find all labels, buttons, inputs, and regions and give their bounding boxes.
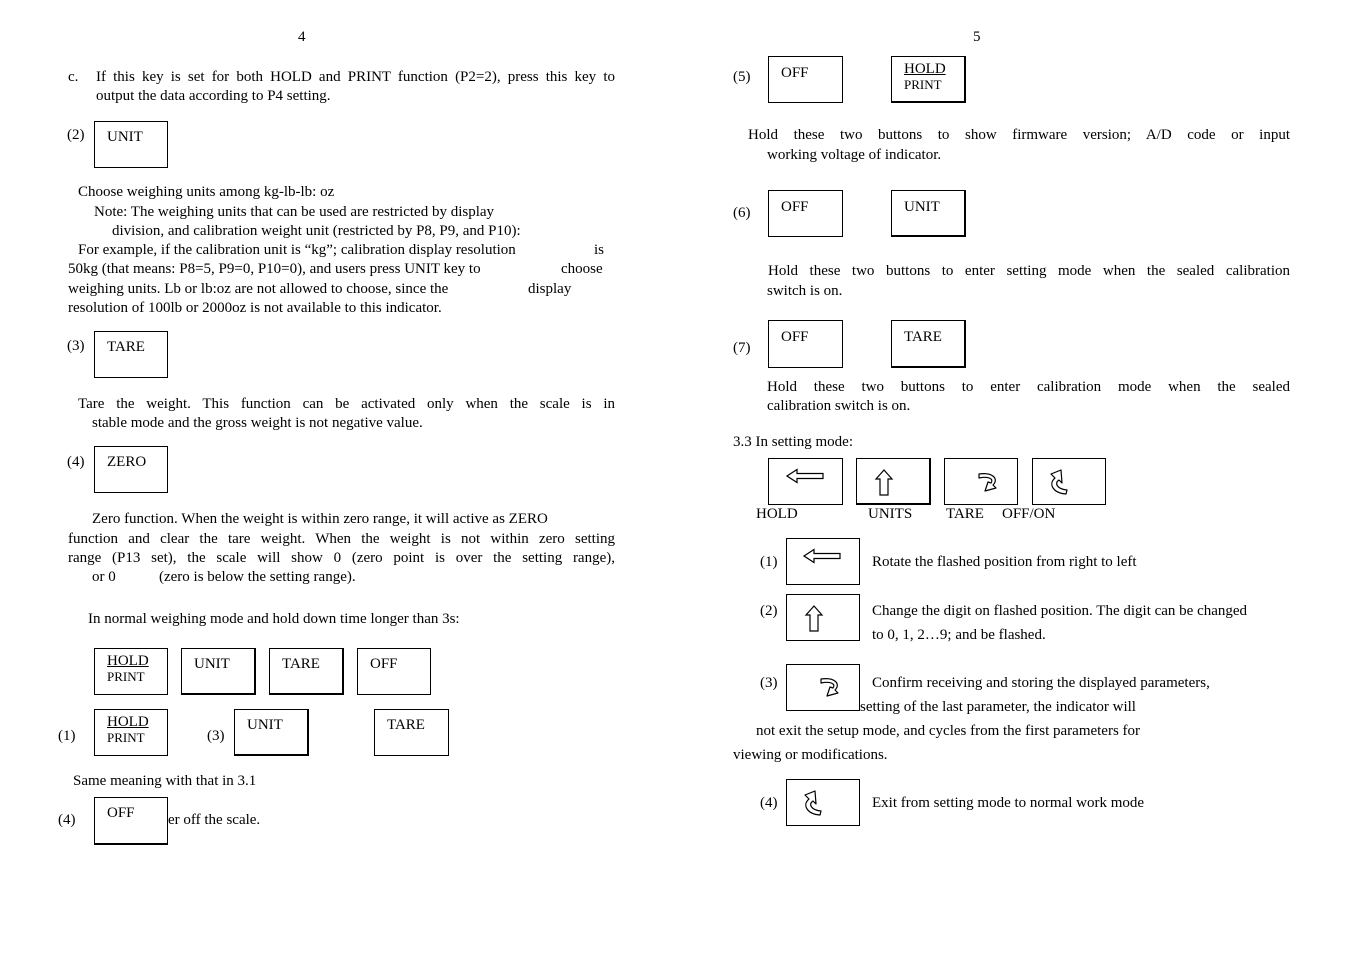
zero-text-line1: Zero function. When the weight is within zero range, it will active as ZERO [92, 511, 548, 527]
setting-label-offon: OFF/ON [1002, 506, 1056, 522]
setting-item-4-key [786, 779, 860, 826]
combo6-off-key [768, 190, 843, 237]
setting-item-2-key [786, 594, 860, 641]
unit-example-line2b: choose [561, 261, 603, 277]
zero-text-line4b: (zero is below the setting range). [159, 569, 356, 585]
curved-exit-icon [801, 789, 827, 819]
combo7-text-line1: Hold these two buttons to enter calibration mode when the sealed [767, 379, 1290, 395]
setting-item-1-key [786, 538, 860, 585]
combo7-number: (7) [733, 340, 751, 356]
combo5-text-line2: working voltage of indicator. [767, 147, 942, 163]
setting-label-units: UNITS [868, 506, 913, 522]
off-key-row [357, 648, 431, 695]
setting-item-2-text-line1: Change the digit on flashed position. The digit can be changed [872, 603, 1248, 619]
zero-text-line3: range (P13 set), the scale will show 0 (zero point is over the setting range), [68, 550, 615, 566]
tare-text-line2: stable mode and the gross weight is not negative value. [92, 415, 423, 431]
setting-exit-key [1032, 458, 1106, 505]
curved-return-icon [975, 470, 1001, 498]
same-meaning-text: Same meaning with that in 3.1 [73, 773, 257, 789]
combo5-off-key [768, 56, 843, 103]
unit-key-2 [234, 709, 309, 756]
unit-key-row-label: UNIT [194, 656, 230, 672]
combo6-text-line2: switch is on. [767, 283, 843, 299]
unit-example-line4: resolution of 100lb or 2000oz is not available to this indicator. [68, 300, 442, 316]
unit-note-line2: division, and calibration weight unit (restricted by P8, P9, and P10): [112, 223, 521, 239]
setting-mode-heading: 3.3 In setting mode: [733, 434, 853, 450]
setting-label-hold: HOLD [756, 506, 798, 522]
print-label: PRINT [107, 669, 145, 684]
combo6-unit-key [891, 190, 966, 237]
zero-key [94, 446, 168, 493]
setting-label-tare: TARE [946, 506, 984, 522]
combo7-tare-label: TARE [904, 329, 942, 345]
tare-key-2 [374, 709, 449, 756]
up-arrow-icon [803, 605, 825, 633]
combo5-off-label: OFF [781, 65, 809, 81]
item-c-line2: output the data according to P4 setting. [96, 88, 331, 104]
unit-example-line3b: display [528, 281, 572, 297]
curved-exit-icon [1047, 468, 1073, 498]
setting-item-1-number: (1) [760, 554, 778, 570]
unit-key [94, 121, 168, 168]
print-label-2: PRINT [107, 730, 145, 745]
setting-item-3-text-line4: viewing or modifications. [733, 747, 888, 763]
zero-text-line4a: or 0 [92, 569, 116, 585]
item-c-marker: c. [68, 69, 79, 85]
tare-key [94, 331, 168, 378]
setting-item-3-text-line3: not exit the setup mode, and cycles from the first parameters for [756, 723, 1141, 739]
normal-mode-number-3: (3) [207, 728, 225, 744]
off-key-2-label: OFF [107, 805, 135, 821]
combo7-off-label: OFF [781, 329, 809, 345]
unit-example-line1a: For example, if the calibration unit is “kg”; calibration display resolution [78, 242, 516, 258]
item-c-line1: If this key is set for both HOLD and PRINT function (P2=2), press this key to [96, 69, 615, 85]
page-number-left: 4 [298, 29, 306, 45]
hold-label-2: HOLD [107, 714, 149, 730]
hold-print-key-2 [94, 709, 168, 756]
combo5-print-label: PRINT [904, 77, 942, 92]
left-arrow-icon [803, 548, 843, 564]
zero-text-line2: function and clear the tare weight. When the weight is not within zero setting [68, 531, 615, 547]
combo6-unit-label: UNIT [904, 199, 940, 215]
tare-key-label: TARE [107, 339, 145, 355]
zero-section-number: (4) [67, 454, 85, 470]
setting-item-4-text: Exit from setting mode to normal work mode [872, 795, 1145, 811]
unit-note-line1: Note: The weighing units that can be used are restricted by display [94, 204, 495, 220]
normal-mode-number-1: (1) [58, 728, 76, 744]
setting-item-3-key [786, 664, 860, 711]
hold-print-key [94, 648, 168, 695]
unit-section-number: (2) [67, 127, 85, 143]
combo6-text-line1: Hold these two buttons to enter setting mode when the sealed calibration [768, 263, 1290, 279]
zero-key-label: ZERO [107, 454, 147, 470]
combo5-hold-label: HOLD [904, 61, 946, 77]
curved-return-icon [817, 675, 843, 703]
setting-up-arrow-key [856, 458, 931, 505]
unit-choose-text: Choose weighing units among kg-lb-lb: oz [78, 184, 335, 200]
unit-example-line1b: is [594, 242, 605, 258]
setting-item-2-text-line2: to 0, 1, 2…9; and be flashed. [872, 627, 1046, 643]
setting-return-key [944, 458, 1018, 505]
setting-item-3-number: (3) [760, 675, 778, 691]
setting-item-2-number: (2) [760, 603, 778, 619]
combo5-number: (5) [733, 69, 751, 85]
off-key-row-label: OFF [370, 656, 398, 672]
combo7-tare-key [891, 320, 966, 368]
off-key-2 [94, 797, 168, 845]
power-off-text: er off the scale. [168, 812, 261, 828]
unit-key-row [181, 648, 256, 695]
setting-item-1-text: Rotate the flashed position from right to left [872, 554, 1137, 570]
page-number-right: 5 [973, 29, 981, 45]
combo7-text-line2: calibration switch is on. [767, 398, 911, 414]
normal-mode-intro: In normal weighing mode and hold down time longer than 3s: [88, 611, 460, 627]
combo6-off-label: OFF [781, 199, 809, 215]
tare-text-line1: Tare the weight. This function can be activated only when the scale is in [78, 396, 615, 412]
tare-section-number: (3) [67, 338, 85, 354]
unit-key-label: UNIT [107, 129, 143, 145]
tare-key-2-label: TARE [387, 717, 425, 733]
combo5-text-line1: Hold these two buttons to show firmware version; A/D code or input [748, 127, 1290, 143]
unit-example-line3a: weighing units. Lb or lb:oz are not allowed to choose, since the [68, 281, 449, 297]
combo7-off-key [768, 320, 843, 368]
tare-key-row [269, 648, 344, 695]
setting-item-3-text-line1: Confirm receiving and storing the displayed parameters, [872, 675, 1210, 691]
setting-left-arrow-key [768, 458, 843, 505]
combo5-hold-print-key [891, 56, 966, 103]
unit-key-2-label: UNIT [247, 717, 283, 733]
combo6-number: (6) [733, 205, 751, 221]
hold-label: HOLD [107, 653, 149, 669]
up-arrow-icon [873, 469, 895, 497]
unit-example-line2a: 50kg (that means: P8=5, P9=0, P10=0), and users press UNIT key to [68, 261, 481, 277]
setting-item-3-text-line2: setting of the last parameter, the indicator will [860, 699, 1136, 715]
left-arrow-icon [786, 468, 826, 484]
tare-key-row-label: TARE [282, 656, 320, 672]
normal-mode-number-4: (4) [58, 812, 76, 828]
setting-item-4-number: (4) [760, 795, 778, 811]
